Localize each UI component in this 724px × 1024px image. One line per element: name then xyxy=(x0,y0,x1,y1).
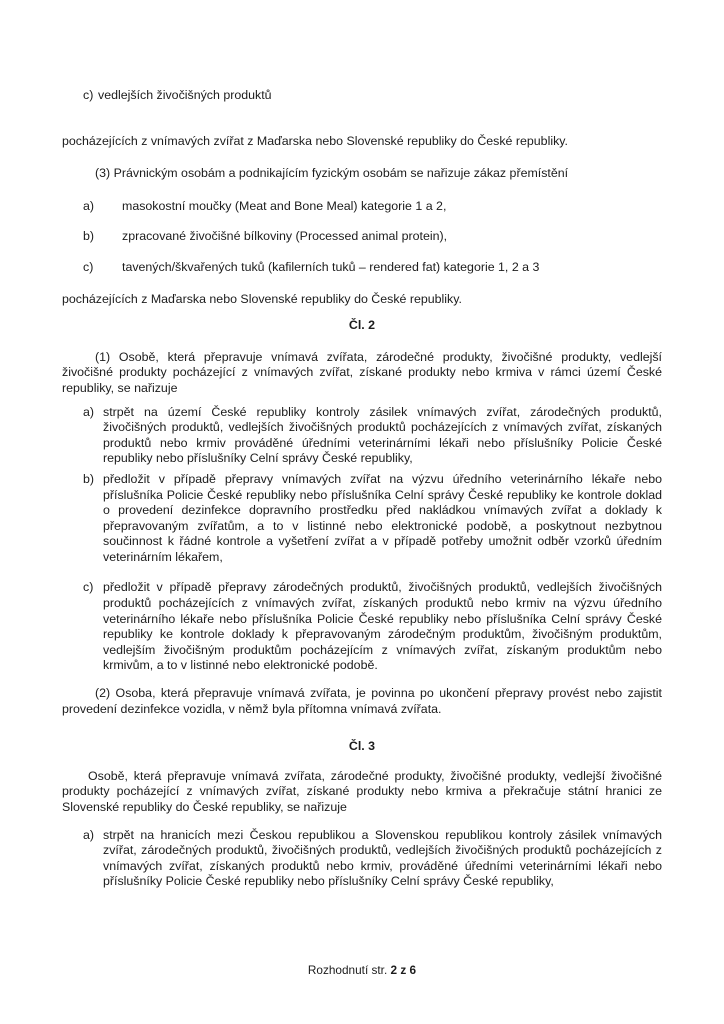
list-item-b-protein xyxy=(62,229,662,245)
list-text: strpět na území České republiky kontroly zásilek vnímavých zvířat, zárodečných produktů, živočišných produktů, vedlejších živočišných produktů pocházejících z vnímavých zvířat, získaných produktů nebo krmiv prováděné úředními veterinárními lékaři nebo příslušníky Policie České republiky nebo příslušníky Celní správy České republiky, xyxy=(103,404,662,466)
list-item-a-controls xyxy=(62,405,662,467)
document-page xyxy=(62,88,662,890)
paragraph-origin-hu-sk-2: pocházejících z Maďarska nebo Slovenské republiky do České republiky. xyxy=(62,291,462,306)
paragraph-3-ban: (3) Právnickým osobám a podnikajícím fyzickým osobám se nařizuje zákaz přemístění xyxy=(95,166,569,181)
list-label: a) xyxy=(83,198,95,213)
list-item-c-intro xyxy=(62,88,662,104)
list-label: c) xyxy=(83,88,94,102)
list-text: strpět na hranicích mezi Českou republikou a Slovenskou republikou kontroly zásilek vnímavých zvířat, zárodečných produktů, živočišných produktů, vedlejších živočišných produktů pocházejících z vnímavých zvířat, získaných produktů nebo krmiv, prováděné úředními veterinárními lékaři nebo příslušníky Policie České republiky nebo příslušníky Celní správy České republiky, xyxy=(103,827,662,889)
list-text: tavených/škvařených tuků (kafilerních tuků – rendered fat) kategorie 1, 2 a 3 xyxy=(122,259,540,274)
paragraph-2-disinfection: (2) Osoba, která přepravuje vnímavá zvířata, je povinna po ukončení přepravy provést nebo zajistit provedení dezinfekce vozidla, v němž byla přítomna vnímavá zvířata. xyxy=(62,686,662,716)
list-label: a) xyxy=(83,827,95,842)
page-footer xyxy=(0,963,724,979)
list-item-b-documents xyxy=(62,472,662,566)
list-text: předložit v případě přepravy vnímavých zvířat na výzvu úředního veterinárního lékaře nebo příslušníka Policie České republiky nebo příslušníka Celní správy České republiky ke kontrole doklad o provedení dezinfekce dopravního prostředku před nakládkou vnímavých zvířat a doklady k přepravovaným zvířatům, a to v listinné nebo elektronické podobě, a poskytnout nezbytnou součinnost k řádné kontrole a vyšetření zvířat a v případě potřeby umožnit odběr vzorků úředním veterinárním lékařem, xyxy=(103,471,662,564)
list-text: zpracované živočišné bílkoviny (Processed animal protein), xyxy=(122,229,448,244)
list-item-c-fats xyxy=(62,260,662,276)
list-label: b) xyxy=(83,229,95,244)
paragraph-border-crossing: Osobě, která přepravuje vnímavá zvířata, zárodečné produkty, živočišné produkty, vedlejší živočišné produkty pocházející z vnímavých zvířat, získané produkty nebo krmiva a překračuje státní hranici ze Slovenské republiky do České republiky, se nařizuje xyxy=(62,768,662,814)
list-item-a-border-controls xyxy=(62,828,662,890)
paragraph-origin-hu-sk: pocházejících z vnímavých zvířat z Maďarska nebo Slovenské republiky do České republiky. xyxy=(62,133,568,148)
list-text: předložit v případě přepravy zárodečných produktů, živočišných produktů, vedlejších živočišných produktů pocházejících z vnímavých zvířat, získaných produktů nebo krmiv na výzvu úředního veterinárního lékaře nebo příslušníka Policie České republiky nebo příslušníka Celní správy České republiky ke kontrole doklady k přepravovaným zárodečným produktům, živočišným produktům, vedlejším živočišným produktům pocházejícím z vnímavých zvířat, získaným produktům nebo krmivům, a to v listinné nebo elektronické podobě. xyxy=(103,580,662,673)
list-label: c) xyxy=(83,580,94,595)
list-label: a) xyxy=(83,404,95,419)
paragraph-1-transport: (1) Osobě, která přepravuje vnímavá zvířata, zárodečné produkty, živočišné produkty, vedlejší živočišné produkty pocházející z vnímavých zvířat, získané produkty nebo krmiva v rámci území České republiky, se nařizuje xyxy=(62,349,662,395)
list-label: c) xyxy=(83,259,94,274)
list-text: vedlejších živočišných produktů xyxy=(98,88,272,102)
list-item-c-documents xyxy=(62,580,662,674)
article-heading-3: Čl. 3 xyxy=(348,739,376,754)
article-heading-2: Čl. 2 xyxy=(348,318,376,333)
list-item-a-mbm xyxy=(62,199,662,215)
footer-page-number: 2 z 6 xyxy=(390,963,417,977)
list-text: masokostní moučky (Meat and Bone Meal) kategorie 1 a 2, xyxy=(122,198,447,213)
footer-label: Rozhodnutí str. xyxy=(307,963,388,977)
list-label: b) xyxy=(83,471,95,486)
